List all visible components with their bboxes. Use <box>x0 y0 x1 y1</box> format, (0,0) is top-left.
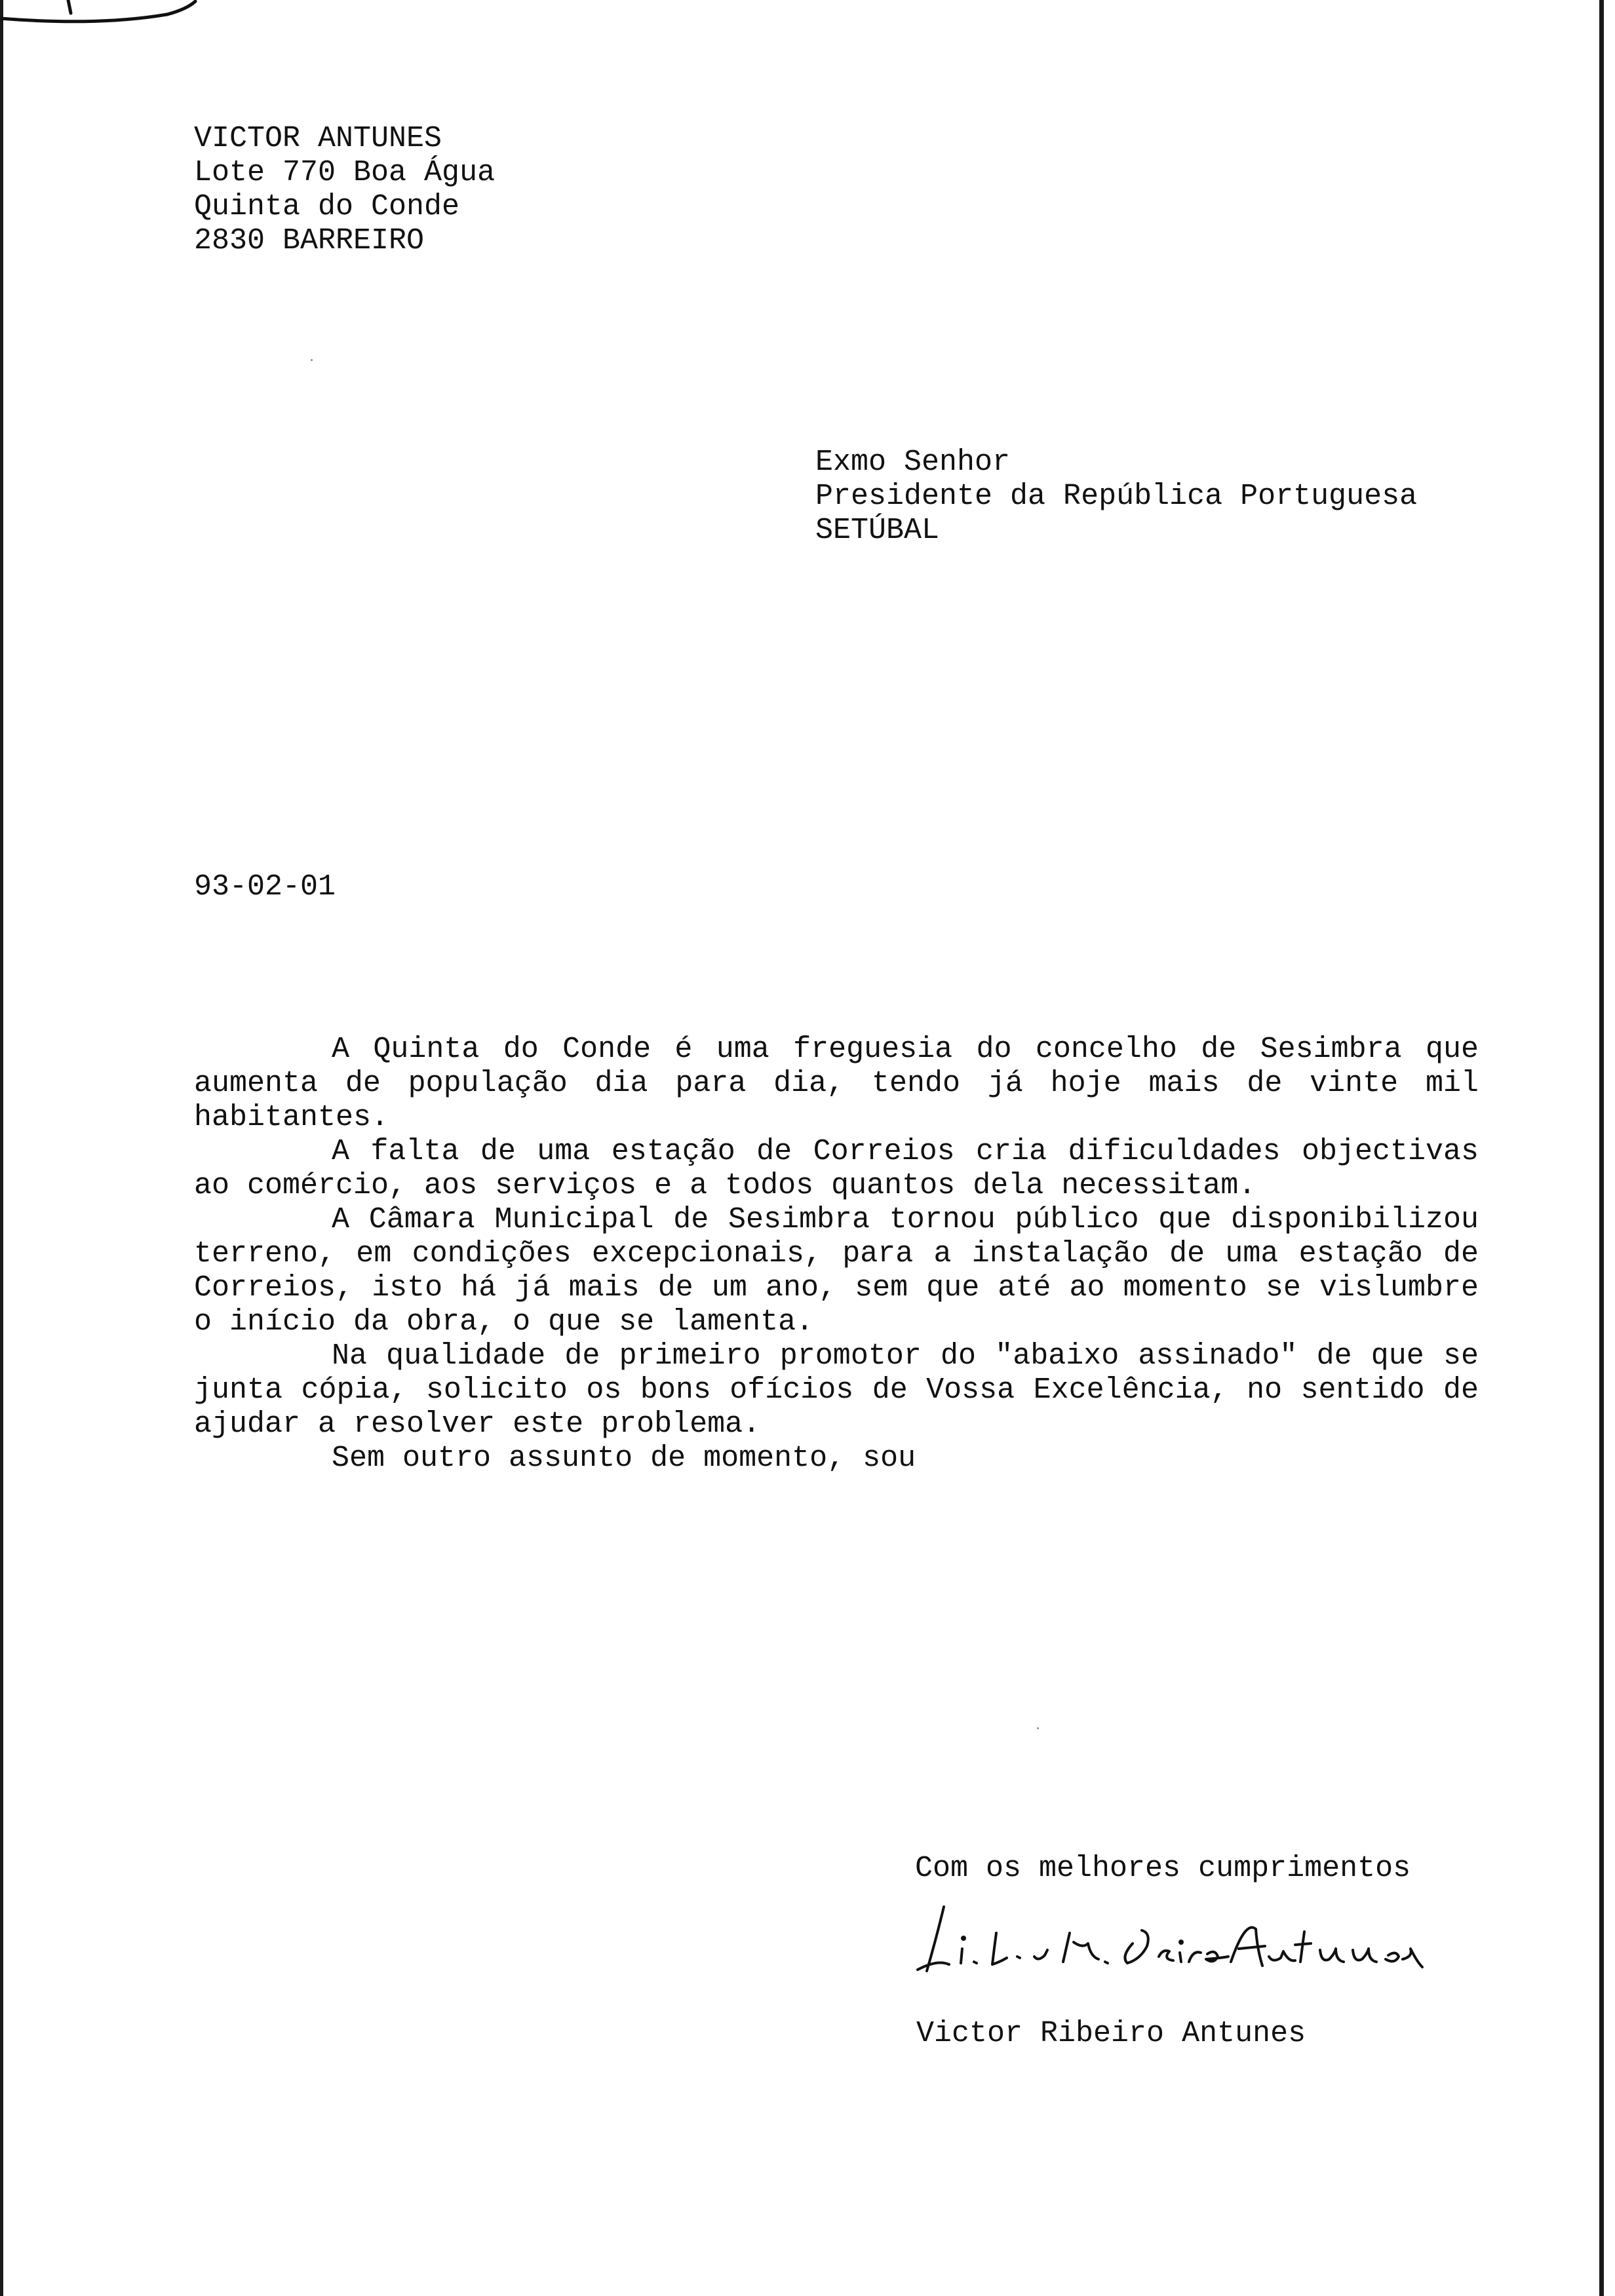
recipient-address <box>815 446 1417 548</box>
corner-scribble <box>0 0 210 39</box>
body-paragraph: Na qualidade de primeiro promotor do "abaixo assinado" de que se junta cópia, solicito os bons ofícios de Vossa Excelência, no sentido de ajudar a resolver este problema. <box>194 1339 1479 1441</box>
scan-speck <box>311 359 313 361</box>
letter-date: 93-02-01 <box>194 870 336 904</box>
body-paragraph: A falta de uma estação de Correios cria dificuldades objectivas ao comércio, aos serviços e a todos quantos dela necessitam. <box>194 1135 1479 1202</box>
sender-line: 2830 BARREIRO <box>194 224 425 258</box>
sender-line: Quinta do Conde <box>194 190 460 223</box>
closing-line: Com os melhores cumprimentos <box>915 1852 1411 1885</box>
sender-address <box>194 122 495 258</box>
recipient-line: Exmo Senhor <box>815 446 1011 479</box>
signer-name: Victor Ribeiro Antunes <box>916 2017 1306 2050</box>
recipient-line: SETÚBAL <box>815 514 940 547</box>
body-paragraph: Sem outro assunto de momento, sou <box>332 1442 916 1475</box>
recipient-line: Presidente da República Portuguesa <box>815 480 1418 513</box>
body-paragraph: A Quinta do Conde é uma freguesia do concelho de Sesimbra que aumenta de população dia para dia, tendo já hoje mais de vinte mil habitantes. <box>194 1033 1479 1134</box>
sender-line: VICTOR ANTUNES <box>194 122 442 155</box>
scan-left-edge <box>0 0 3 2296</box>
letter-body <box>194 1033 1479 1476</box>
scan-speck <box>1037 1727 1039 1729</box>
body-paragraph: A Câmara Municipal de Sesimbra tornou público que disponibilizou terreno, em condições excepcionais, para a instalação de uma estação de Correios, isto há já mais de um ano, sem que até ao momento se vislumbre o início da obra, o que se lamenta. <box>194 1203 1479 1339</box>
scan-right-edge <box>1599 0 1604 2296</box>
handwritten-signature <box>898 1894 1449 1985</box>
sender-line: Lote 770 Boa Água <box>194 156 496 189</box>
